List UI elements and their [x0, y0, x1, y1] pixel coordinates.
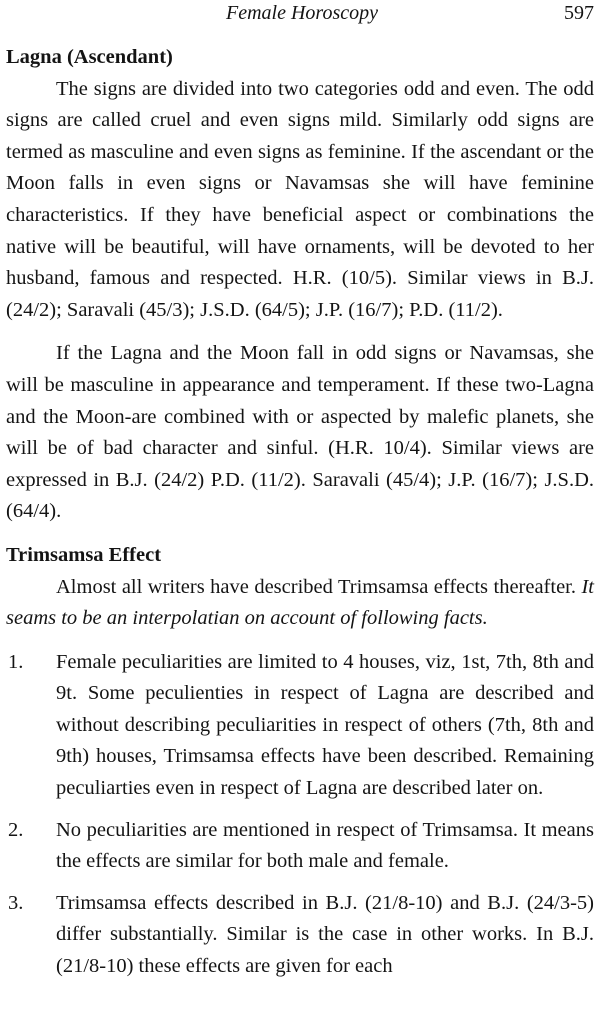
list-item-number: 2. — [8, 818, 24, 841]
list-item-text: No peculiarities are mentioned in respect of Trimsamsa. It means the effects are similar for both male and female. — [56, 818, 594, 873]
list-item — [6, 888, 594, 983]
paragraph: If the Lagna and the Moon fall in odd signs or Navamsas, she will be masculine in appearance and temperament. If these two-Lagna and the Moon-are combined with or aspected by malefic planets, she will be of bad character and sinful. (H.R. 10/4). Similar views are expressed in B.J. (24/2) P.D. (11/2). Saravali (45/4); J.P. (16/7); J.S.D. (64/4). — [6, 342, 594, 523]
list-item-text: Female peculiarities are limited to 4 houses, viz, 1st, 7th, 8th and 9t. Some peculienties in respect of Lagna are described and without describing peculiarities in respect of others (7th, 8th and 9th) houses, Trimsamsa effects have been described. Remaining peculiarties even in respect of Lagna are described later on. — [56, 650, 594, 800]
list-item-number: 3. — [8, 891, 24, 914]
list-item — [6, 647, 594, 805]
intro-italic-text: It seams to be an interpolatian on account of following facts. — [6, 575, 595, 630]
page-body — [6, 42, 594, 993]
running-header — [0, 2, 600, 30]
list-item-number: 1. — [8, 650, 24, 673]
paragraph — [6, 572, 594, 635]
page-number: 597 — [564, 2, 594, 24]
section-heading-trimsamsa: Trimsamsa Effect — [6, 543, 162, 566]
list-item — [6, 815, 594, 878]
facts-list — [6, 647, 594, 983]
paragraph: The signs are divided into two categories odd and even. The odd signs are called cruel and even signs mild. Similarly odd signs are termed as masculine and even signs as feminine. If the ascendant or the Moon falls in even signs or Navamsas she will have feminine characteristics. If they have beneficial aspect or combinations the native will be beautiful, will have ornaments, will be devoted to her husband, famous and respected. H.R. (10/5). Similar views in B.J. (24/2); Saravali (45/3); J.S.D. (64/5); J.P. (16/7); P.D. (11/2). — [6, 77, 594, 321]
section-heading-lagna: Lagna (Ascendant) — [6, 46, 173, 68]
intro-text: Almost all writers have described Trimsamsa effects thereafter. — [56, 575, 577, 598]
list-item-text: Trimsamsa effects described in B.J. (21/8-10) and B.J. (24/3-5) differ substantially. Similar is the case in other works. In B.J. (21/8-10) these effects are given for each — [56, 891, 594, 978]
running-title: Female Horoscopy — [226, 2, 378, 24]
